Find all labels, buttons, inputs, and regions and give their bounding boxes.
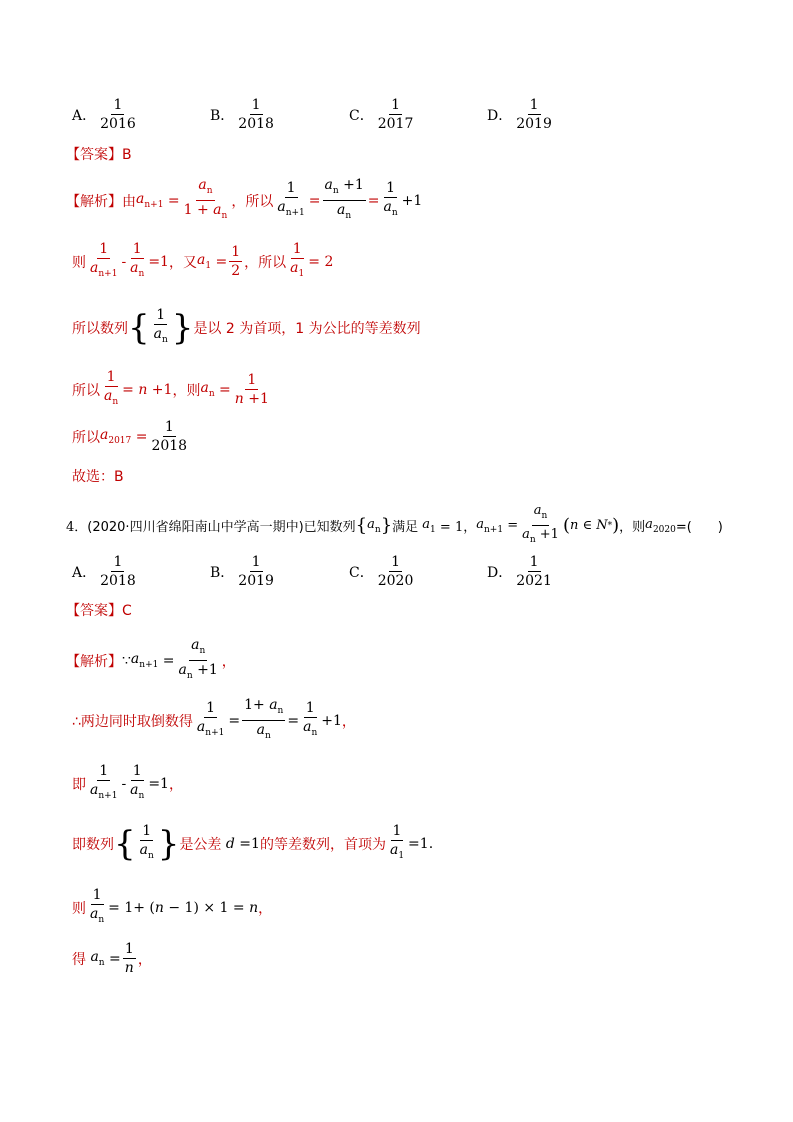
q3-analysis-line4: 所以 $\frac{1}{a_n}$ = n +1 ，则 $a_n$ = $\frac{1}{n +1}$ (72, 369, 269, 407)
q4-answer: 【答案】C (66, 603, 132, 619)
q4-options (72, 553, 556, 590)
q4-option-d: D． $\frac{1}{2021}$ (487, 554, 552, 589)
q4-option-a: A． $\frac{1}{2018}$ (72, 554, 136, 589)
q3-analysis-line1: 【解析】 由 $a_{n+1}$ = $\frac{a_n}{1 + a_n}$ ，所以 $\frac{1}{a_{n+1}}$ = $\frac{a_n +1}{a_n}$ = $\frac{1}{a_n}$ +1 (66, 177, 423, 221)
q3-analysis-line3: 所以数列 { $\frac{1}{a_n}$ } 是以 2 为首项，1 为公比的等差数列 (72, 307, 421, 348)
q4-analysis-line1: 【解析】 ∵ $a_{n+1}$ = $\frac{a_n}{a_n +1}$ ， (66, 637, 236, 681)
q3-answer: 【答案】B (66, 147, 132, 163)
q3-analysis-line2: 则 $\frac{1}{a_{n+1}}$ - $\frac{1}{a_n}$ =1 ，又 $a_1$ = $\frac{1}{2}$ ，所以 $\frac{1}{a_1}$ = 2 (72, 241, 334, 279)
q4-option-c: C． $\frac{1}{2020}$ (349, 554, 414, 589)
q3-option-d: D． $\frac{1}{2019}$ (487, 97, 552, 132)
q3-option-a: A． $\frac{1}{2016}$ (72, 97, 136, 132)
q3-conclusion: 故选：B (72, 469, 124, 485)
q3-option-c: C． $\frac{1}{2017}$ (349, 97, 414, 132)
q4-analysis-line6: 得 $a_n$ = $\frac{1}{n}$ ， (72, 941, 152, 976)
q4-analysis-line2: ∴两边同时取倒数得 $\frac{1}{a_{n+1}}$ = $\frac{1+ a_n}{a_n}$ = $\frac{1}{a_n}$ +1 ， (72, 697, 356, 741)
q4-option-b: B． $\frac{1}{2019}$ (210, 554, 274, 589)
q3-option-b: B． $\frac{1}{2018}$ (210, 97, 274, 132)
q4-analysis-line3: 即 $\frac{1}{a_{n+1}}$ - $\frac{1}{a_n}$ =1 ， (72, 763, 183, 801)
q4-analysis-line5: 则 $\frac{1}{a_n}$ = 1+ (n − 1) × 1 = n ， (72, 887, 273, 925)
q4-analysis-line4: 即数列 { $\frac{1}{a_n}$ } 是公差 d =1 的等差数列，首项为 $\frac{1}{a_1}$ =1 . (72, 823, 434, 864)
q3-analysis-line5: 所以 $a_{2017}$ = $\frac{1}{2018}$ (72, 419, 188, 454)
q4-stem: 4． (2020·四川省绵阳南山中学高一期中) 已知数列 { $a_n$ } 满足 $a_1$ = 1， $a_{n+1}$ = $\frac{a_n}{a_n +1}$ ( n ∈ N * ) ，则 $a_{2020}$ =( ) (66, 503, 723, 545)
q3-options (72, 96, 556, 133)
